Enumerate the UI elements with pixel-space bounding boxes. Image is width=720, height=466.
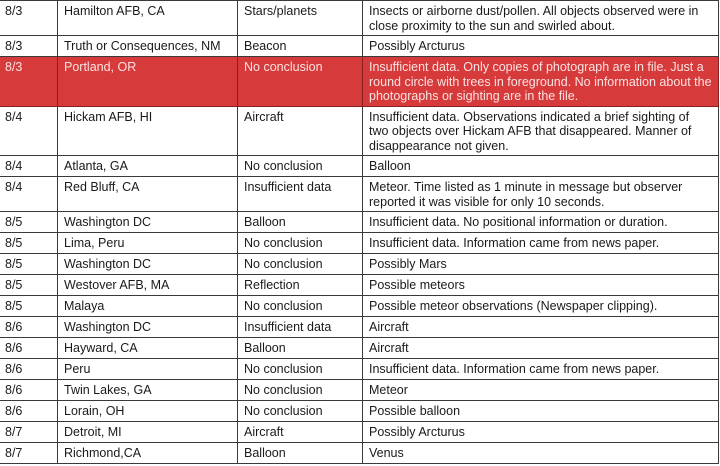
date-cell: 8/4 [0,106,58,156]
location-cell: Peru [58,359,238,380]
location-cell: Washington DC [58,212,238,233]
table-row [0,317,719,338]
evaluation-cell: Stars/planets [238,1,363,36]
location-cell: Detroit, MI [58,422,238,443]
evaluation-cell: Balloon [238,212,363,233]
table-row [0,380,719,401]
location-cell: Portland, OR [58,57,238,107]
evaluation-cell: Insufficient data [238,317,363,338]
date-cell: 8/6 [0,359,58,380]
comments-cell: Aircraft [363,317,719,338]
location-cell: Lorain, OH [58,401,238,422]
table-row [0,233,719,254]
evaluation-cell: Insufficient data [238,177,363,212]
date-cell: 8/5 [0,233,58,254]
comments-cell: Aircraft [363,338,719,359]
evaluation-cell: Aircraft [238,106,363,156]
table-row [0,177,719,212]
table-row [0,422,719,443]
table-row [0,212,719,233]
comments-cell: Possible meteors [363,275,719,296]
evaluation-cell: Balloon [238,338,363,359]
comments-cell: Insufficient data. Only copies of photograph are in file. Just a round circle with trees in foreground. No information about the photographs or sighting are in the file. [363,57,719,107]
table-row [0,106,719,156]
table-row [0,359,719,380]
table-row [0,338,719,359]
comments-cell: Possibly Arcturus [363,422,719,443]
location-cell: Washington DC [58,254,238,275]
location-cell: Lima, Peru [58,233,238,254]
date-cell: 8/3 [0,1,58,36]
sightings-table-body [0,1,719,464]
evaluation-cell: No conclusion [238,359,363,380]
location-cell: Hamilton AFB, CA [58,1,238,36]
comments-cell: Possible balloon [363,401,719,422]
table-row [0,296,719,317]
table-row [0,1,719,36]
date-cell: 8/4 [0,177,58,212]
table-row-highlighted [0,57,719,107]
table-row [0,275,719,296]
location-cell: Hayward, CA [58,338,238,359]
comments-cell: Possibly Arcturus [363,36,719,57]
date-cell: 8/6 [0,380,58,401]
table-row [0,36,719,57]
comments-cell: Venus [363,443,719,464]
comments-cell: Insufficient data. No positional information or duration. [363,212,719,233]
location-cell: Hickam AFB, HI [58,106,238,156]
date-cell: 8/3 [0,36,58,57]
evaluation-cell: Reflection [238,275,363,296]
comments-cell: Insufficient data. Information came from news paper. [363,359,719,380]
evaluation-cell: No conclusion [238,254,363,275]
date-cell: 8/5 [0,275,58,296]
location-cell: Malaya [58,296,238,317]
evaluation-cell: No conclusion [238,57,363,107]
evaluation-cell: No conclusion [238,380,363,401]
comments-cell: Meteor [363,380,719,401]
date-cell: 8/7 [0,422,58,443]
location-cell: Richmond,CA [58,443,238,464]
date-cell: 8/6 [0,338,58,359]
evaluation-cell: No conclusion [238,296,363,317]
evaluation-cell: No conclusion [238,401,363,422]
comments-cell: Insufficient data. Observations indicated a brief sighting of two objects over Hickam AFB that disappeared. Manner of disappearance not given. [363,106,719,156]
evaluation-cell: Balloon [238,443,363,464]
date-cell: 8/6 [0,401,58,422]
location-cell: Washington DC [58,317,238,338]
location-cell: Red Bluff, CA [58,177,238,212]
date-cell: 8/5 [0,254,58,275]
evaluation-cell: Aircraft [238,422,363,443]
location-cell: Westover AFB, MA [58,275,238,296]
evaluation-cell: Beacon [238,36,363,57]
evaluation-cell: No conclusion [238,233,363,254]
table-row [0,156,719,177]
comments-cell: Meteor. Time listed as 1 minute in message but observer reported it was visible for only 10 seconds. [363,177,719,212]
date-cell: 8/7 [0,443,58,464]
comments-cell: Insufficient data. Information came from news paper. [363,233,719,254]
comments-cell: Possibly Mars [363,254,719,275]
comments-cell: Insects or airborne dust/pollen. All objects observed were in close proximity to the sun and swirled about. [363,1,719,36]
evaluation-cell: No conclusion [238,156,363,177]
location-cell: Atlanta, GA [58,156,238,177]
location-cell: Twin Lakes, GA [58,380,238,401]
location-cell: Truth or Consequences, NM [58,36,238,57]
table-row [0,254,719,275]
date-cell: 8/3 [0,57,58,107]
comments-cell: Possible meteor observations (Newspaper clipping). [363,296,719,317]
date-cell: 8/6 [0,317,58,338]
date-cell: 8/4 [0,156,58,177]
date-cell: 8/5 [0,212,58,233]
table-row [0,443,719,464]
date-cell: 8/5 [0,296,58,317]
table-row [0,401,719,422]
comments-cell: Balloon [363,156,719,177]
